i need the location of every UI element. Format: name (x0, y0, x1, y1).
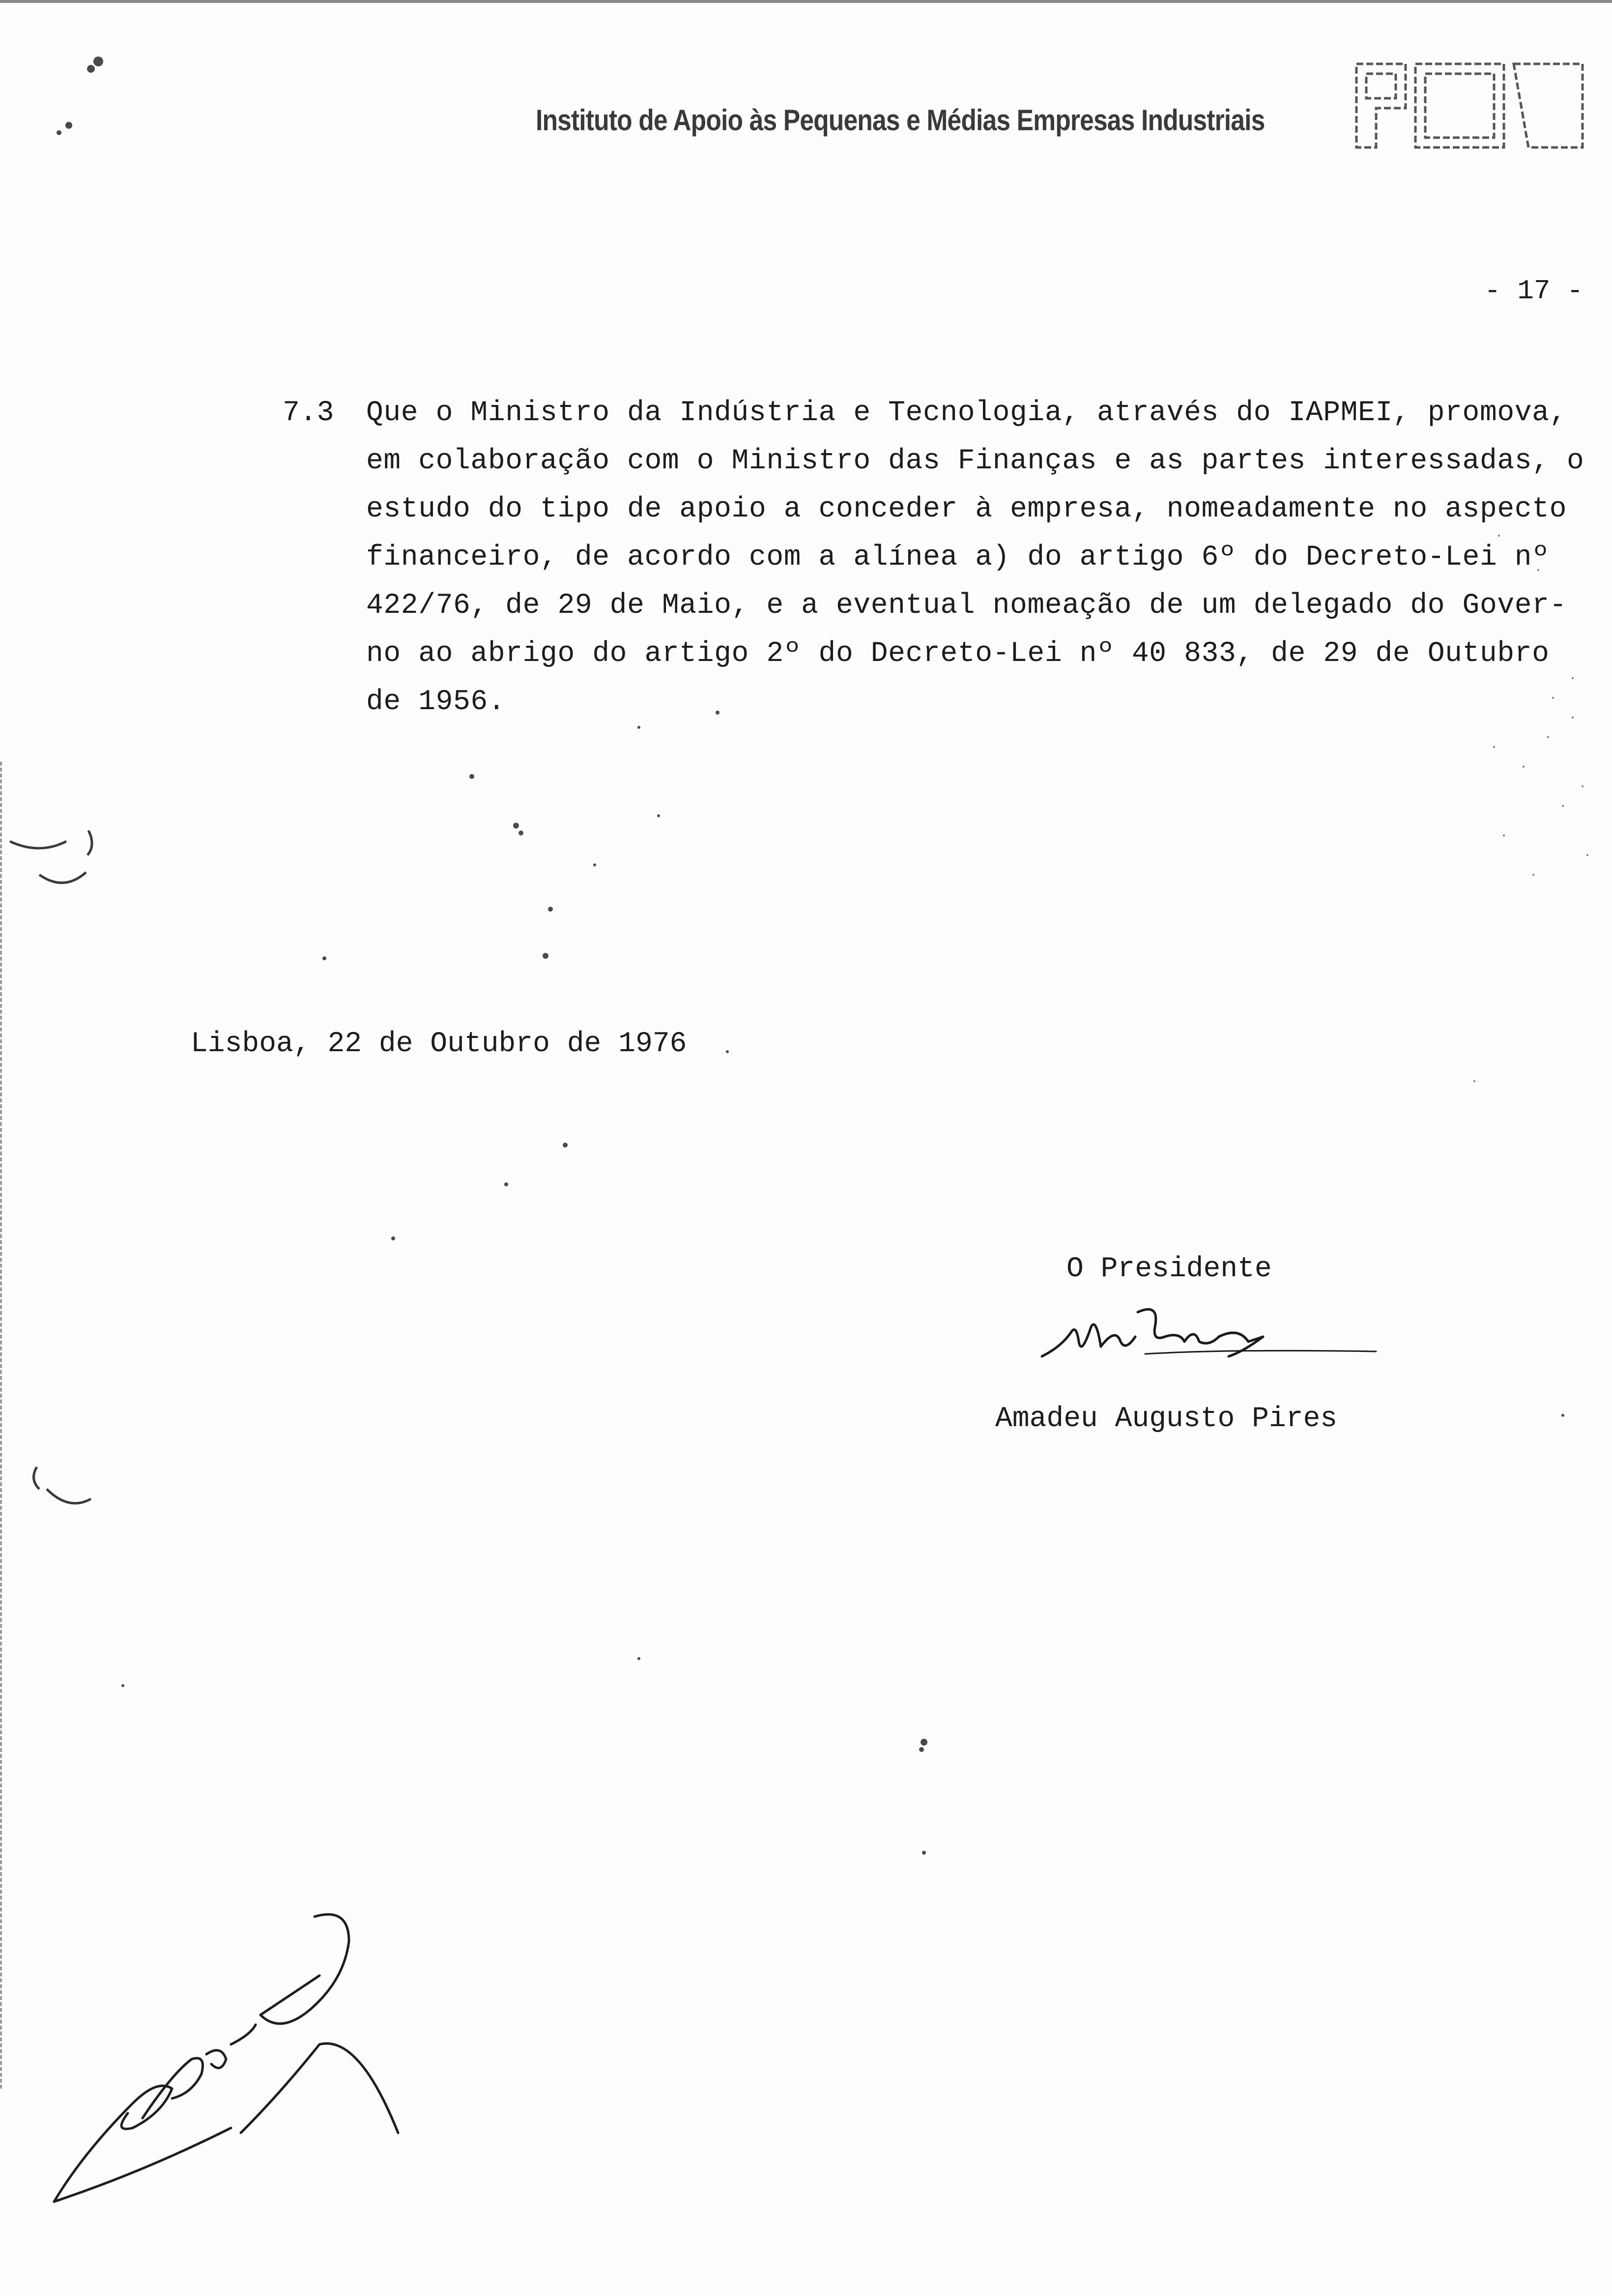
body-text-line: de 1956. (366, 686, 506, 718)
handwritten-initials (44, 1897, 428, 2211)
body-text-line: financeiro, de acordo com a alínea a) do artigo 6º do Decreto-Lei nº (366, 542, 1550, 574)
body-text-line: 422/76, de 29 de Maio, e a eventual nomeação de um delegado do Gover- (366, 590, 1567, 622)
iapmei-logo (1347, 54, 1592, 157)
signatory-name: Amadeu Augusto Pires (995, 1403, 1338, 1435)
page-number: - 17 - (1484, 275, 1583, 307)
body-text-line: estudo do tipo de apoio a conceder à empresa, nomeadamente no aspecto (366, 493, 1567, 525)
place-and-date: Lisboa, 22 de Outubro de 1976 (191, 1028, 687, 1060)
section-number: 7.3 (283, 397, 334, 429)
body-text-line: em colaboração com o Ministro das Finanças e as partes interessadas, o (366, 445, 1584, 477)
body-text-line: no ao abrigo do artigo 2º do Decreto-Lei nº 40 833, de 29 de Outubro (366, 638, 1550, 670)
signatory-role: O Presidente (1066, 1253, 1272, 1285)
institution-letterhead: Instituto de Apoio às Pequenas e Médias Empresas Industriais (536, 104, 1265, 137)
body-text-line: Que o Ministro da Indústria e Tecnologia, através do IAPMEI, promova, (366, 397, 1567, 429)
president-signature (1032, 1297, 1386, 1386)
